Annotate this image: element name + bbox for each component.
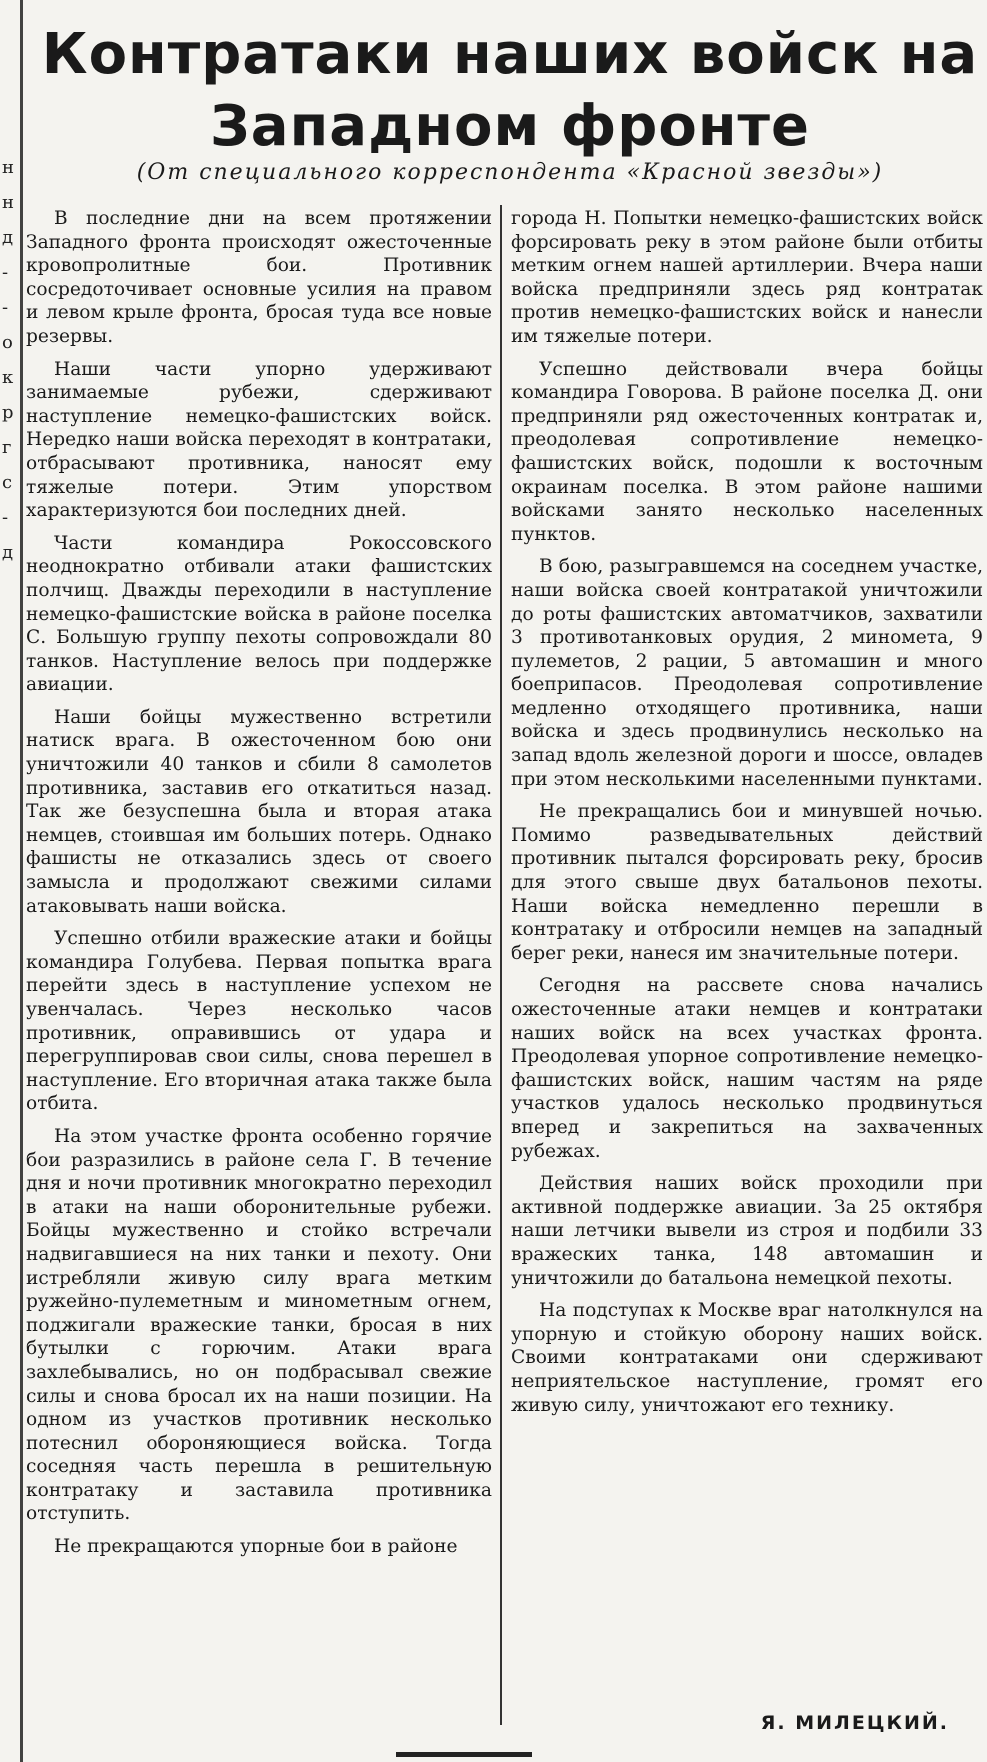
paragraph: Не прекращались бои и минувшей ночью. Помимо разведывательных действий противник пытался форсировать реку, бросив для этого свыше двух батальонов пехоты. Наши войска немедленно перешли в контратаку и отбросили немцев на западный берег реки, нанеся им значительные потери. xyxy=(511,801,983,964)
author-signature: Я. МИЛЕЦКИЙ. xyxy=(760,1712,949,1734)
page-edge-rule xyxy=(20,0,23,1762)
headline-line-2: Западном фронте xyxy=(210,94,810,159)
paragraph-continued: города Н. Попытки немецко-фашистских войск форсировать реку в этом районе были отбиты метким огнем нашей артиллерии. Вчера наши войска предприняли здесь ряд контратак против немецко-фашистских войск и нанесли им тяжелые потери. xyxy=(511,208,983,347)
paragraph: Наши части упорно удерживают занимаемые рубежи, сдерживают наступление немецко-фашистских войск. Нередко наши войска переходят в контратаки, отбрасывают противника, наносят ему тяжелые потери. Этим упорством характеризуются бои последних дней. xyxy=(26,358,492,522)
paragraph: Действия наших войск проходили при активной поддержке авиации. За 25 октября наши летчики вывели из строя и подбили 33 вражеских танка, 148 автомашин и уничтожили до батальона немецкой пехоты. xyxy=(511,1173,983,1289)
article-column-left xyxy=(26,207,492,1747)
paragraph: На подступах к Москве враг натолкнулся на упорную и стойкую оборону наших войск. Своими контратаками они сдерживают неприятельское наступление, громят его живую силу, уничтожают его технику. xyxy=(511,1300,983,1416)
paragraph: Успешно действовали вчера бойцы командира Говорова. В районе поселка Д. они предприняли ряд ожесточенных контратак и, преодолевая сопротивление немецко-фашистских войск, подошли к восточным окраинам поселка. В этом районе нашими войсками занято несколько населенных пунктов. xyxy=(511,358,983,545)
paragraph: На этом участке фронта особенно горячие бои разразились в районе села Г. В течение дня и ночи противник многократно переходил в атаки на наши оборонительные рубежи. Бойцы мужественно и стойко встречали надвигавшиеся на них танки и пехоту. Они истребляли живую силу врага метким ружейно-пулеметным и минометным огнем, поджигали вражеские танки, бросая в них бутылки с горючим. Атаки врага захлебывались, но он подбрасывал свежие силы и снова бросал их на наши позиции. На одном из участков противник несколько потеснил обороняющиеся войска. Тогда соседняя часть перешла в решительную контратаку и заставила противника отступить. xyxy=(26,1125,492,1525)
paragraph: Части командира Рокоссовского неоднократно отбивали атаки фашистских полчищ. Дважды переходили в наступление немецко-фашистские войска в районе поселка С. Большую группу пехоты сопровождали 80 танков. Наступление велось при поддержке авиации. xyxy=(26,532,492,696)
column-divider xyxy=(500,205,502,1725)
paragraph: Сегодня на рассвете снова начались ожесточенные атаки немцев и контратаки наших войск на всех участках фронта. Преодолевая упорное сопротивление немецко-фашистских войск, нашим частям на ряде участков удалось несколько продвинуться вперед и закрепиться на захваченных рубежах. xyxy=(511,975,983,1162)
paragraph: В бою, разыгравшемся на соседнем участке, наши войска своей контратакой уничтожили до роты фашистских автоматчиков, захватили 3 противотанковых орудия, 2 миномета, 9 пулеметов, 2 рации, 5 автомашин и много боеприпасов. Преодолевая сопротивление медленно отходящего противника, наши войска и здесь продвинулись несколько на запад вдоль железной дороги и шоссе, овладев при этом несколькими населенными пунктами. xyxy=(511,556,983,790)
subheadline: (От специального корреспондента «Красной звезды») xyxy=(136,160,884,185)
paragraph: Не прекращаются упорные бои в районе xyxy=(54,1536,458,1558)
adjacent-column-fragment: н н д - - о к р г с - д xyxy=(2,157,14,563)
bottom-rule xyxy=(396,1752,532,1757)
paragraph: В последние дни на всем протяжении Западного фронта происходят ожесточенные кровопролитные бои. Противник сосредоточивает основные усилия на правом и левом крыле фронта, бросая туда все новые резервы. xyxy=(26,208,492,347)
headline-line-1: Контратаки наших войск на xyxy=(41,22,979,87)
paragraph: Успешно отбили вражеские атаки и бойцы командира Голубева. Первая попытка врага перейти здесь в наступление успехом не увенчалась. Через несколько часов противник, оправившись от удара и перегруппировав свои силы, снова перешел в наступление. Его вторичная атака также была отбита. xyxy=(26,928,492,1115)
article-column-right xyxy=(511,207,983,1747)
paragraph: Наши бойцы мужественно встретили натиск врага. В ожесточенном бою они уничтожили 40 танков и сбили 8 самолетов противника, заставив его откатиться назад. Так же безуспешна была и вторая атака немцев, стоившая им больших потерь. Однако фашисты не отказались здесь от своего замысла и продолжают свежими силами атаковывать наши войска. xyxy=(26,706,492,917)
